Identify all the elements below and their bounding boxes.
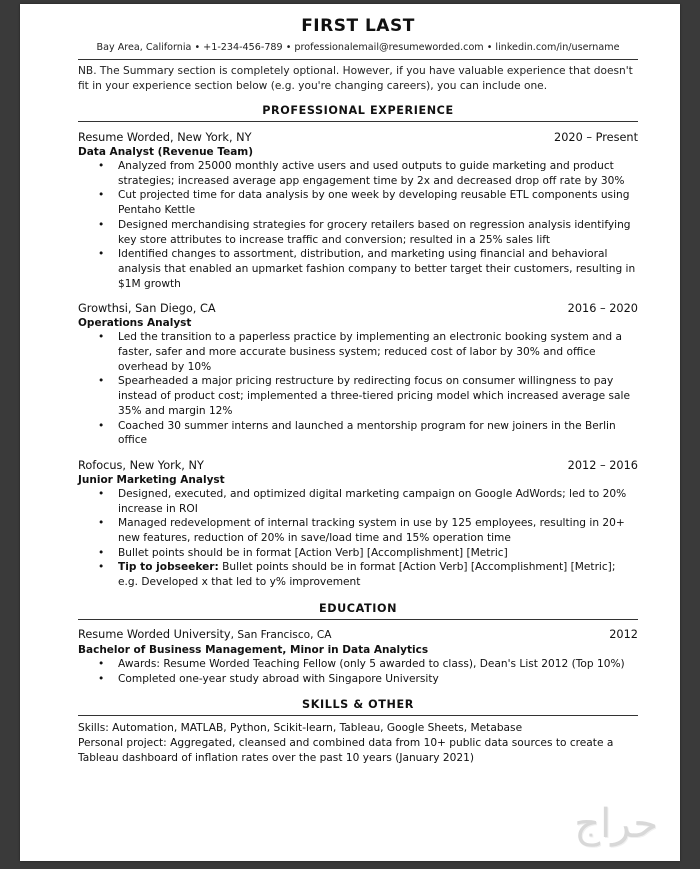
bullet-item: • Spearheaded a major pricing restructure by redirecting focus on consumer willingness to pay instead of product cost; implemented a three-tiered pricing model which increased average sale 35% and margin 12% xyxy=(118,374,638,418)
resume-content xyxy=(78,16,638,766)
tip-text: Bullet points should be in format [Action Verb] [Accomplishment] [Metric]; e.g. Developed x that led to y% improvement xyxy=(118,561,616,589)
job-entry xyxy=(78,301,638,448)
skills-block xyxy=(78,721,638,766)
bullet-item: • Coached 30 summer interns and launched a mentorship program for new joiners in the Berlin office xyxy=(118,419,638,448)
bullet-item: • Bullet points should be in format [Action Verb] [Accomplishment] [Metric] xyxy=(118,546,638,561)
summary-text: NB. The Summary section is completely optional. However, if you have valuable experience that doesn't fit in your experience section below (e.g. you're changing careers), you can include one. xyxy=(78,65,633,92)
job-role: Data Analyst (Revenue Team) xyxy=(78,146,254,158)
job-company: Rofocus, New York, NY xyxy=(78,458,204,472)
job-header xyxy=(78,130,638,145)
bullet-item: • Designed, executed, and optimized digital marketing campaign on Google AdWords; led to 20% increase in ROI xyxy=(118,487,638,516)
bullet-item: • Designed merchandising strategies for grocery retailers based on regression analysis identifying key store attributes to increase traffic and conversion; resulted in a 25% sales lift xyxy=(118,218,638,247)
job-entry xyxy=(78,458,638,590)
education-header xyxy=(78,627,638,643)
job-bullets xyxy=(78,487,638,590)
job-dates: 2012 – 2016 xyxy=(567,458,638,472)
job-header xyxy=(78,458,638,473)
skills-divider xyxy=(78,715,638,716)
job-bullets xyxy=(78,159,638,291)
bullet-item: • Identified changes to assortment, distribution, and marketing using financial and behavioral analysis that enabled an upmarket fashion company to better target their customers, resulting in $1M growth xyxy=(118,247,638,291)
skills-section-title: SKILLS & OTHER xyxy=(302,698,414,712)
bullet-item: • Analyzed from 25000 monthly active users and used outputs to guide marketing and product strategies; increased average app engagement time by 2x and decreased drop off rate by 30% xyxy=(118,159,638,188)
education-school: Resume Worded University xyxy=(78,627,231,641)
job-role: Junior Marketing Analyst xyxy=(78,473,225,486)
job-entry xyxy=(78,130,638,291)
job-dates: 2016 – 2020 xyxy=(567,302,638,316)
skills-line: Skills: Automation, MATLAB, Python, Scikit-learn, Tableau, Google Sheets, Metabase xyxy=(78,722,523,735)
bullet-item: • Led the transition to a paperless practice by implementing an electronic booking system and a faster, safer and more accurate business system; reduced cost of labor by 30% and office overhead by 10% xyxy=(118,330,638,374)
bullet-item: • Completed one-year study abroad with Singapore University xyxy=(118,672,638,687)
bullet-item: • Awards: Resume Worded Teaching Fellow (only 5 awarded to class), Dean's List 2012 (Top 10%) xyxy=(118,657,638,672)
candidate-name: FIRST LAST xyxy=(301,16,415,36)
tip-label: Tip to jobseeker: xyxy=(118,561,219,574)
education-location: , San Francisco, CA xyxy=(230,628,332,641)
job-dates: 2020 – Present xyxy=(554,131,638,144)
watermark-logo: حراج xyxy=(574,801,658,847)
resume-page xyxy=(20,4,680,861)
job-company: Growthsi, San Diego, CA xyxy=(78,302,216,316)
project-line: Personal project: Aggregated, cleansed and combined data from 10+ public data sources to create a Tableau dashboard of inflation rates over the past 10 years (January 2021) xyxy=(78,737,614,765)
contact-line: Bay Area, California • +1-234-456-789 • professionalemail@resumeworded.com • linkedin.com/in/username xyxy=(96,42,620,53)
job-header xyxy=(78,301,638,316)
education-school-line xyxy=(78,627,332,643)
education-entry xyxy=(78,627,638,686)
job-bullets xyxy=(78,330,638,448)
education-divider xyxy=(78,619,638,620)
education-bullets xyxy=(78,657,638,686)
header-divider xyxy=(78,59,638,60)
education-year: 2012 xyxy=(609,627,638,641)
job-company: Resume Worded, New York, NY xyxy=(78,131,252,144)
tip-bullet xyxy=(118,560,638,589)
bullet-item: • Managed redevelopment of internal tracking system in use by 125 employees, resulting in 20+ new features, reduction of 20% in save/load time and 15% operation time xyxy=(118,516,638,545)
bullet-item: • Cut projected time for data analysis by one week by developing reusable ETL components using Pentaho Kettle xyxy=(118,188,638,217)
education-section-title: EDUCATION xyxy=(318,601,398,615)
education-degree: Bachelor of Business Management, Minor in Data Analytics xyxy=(78,643,429,656)
job-role: Operations Analyst xyxy=(78,317,192,330)
experience-section-title: PROFESSIONAL EXPERIENCE xyxy=(262,104,454,117)
experience-divider xyxy=(78,121,638,122)
